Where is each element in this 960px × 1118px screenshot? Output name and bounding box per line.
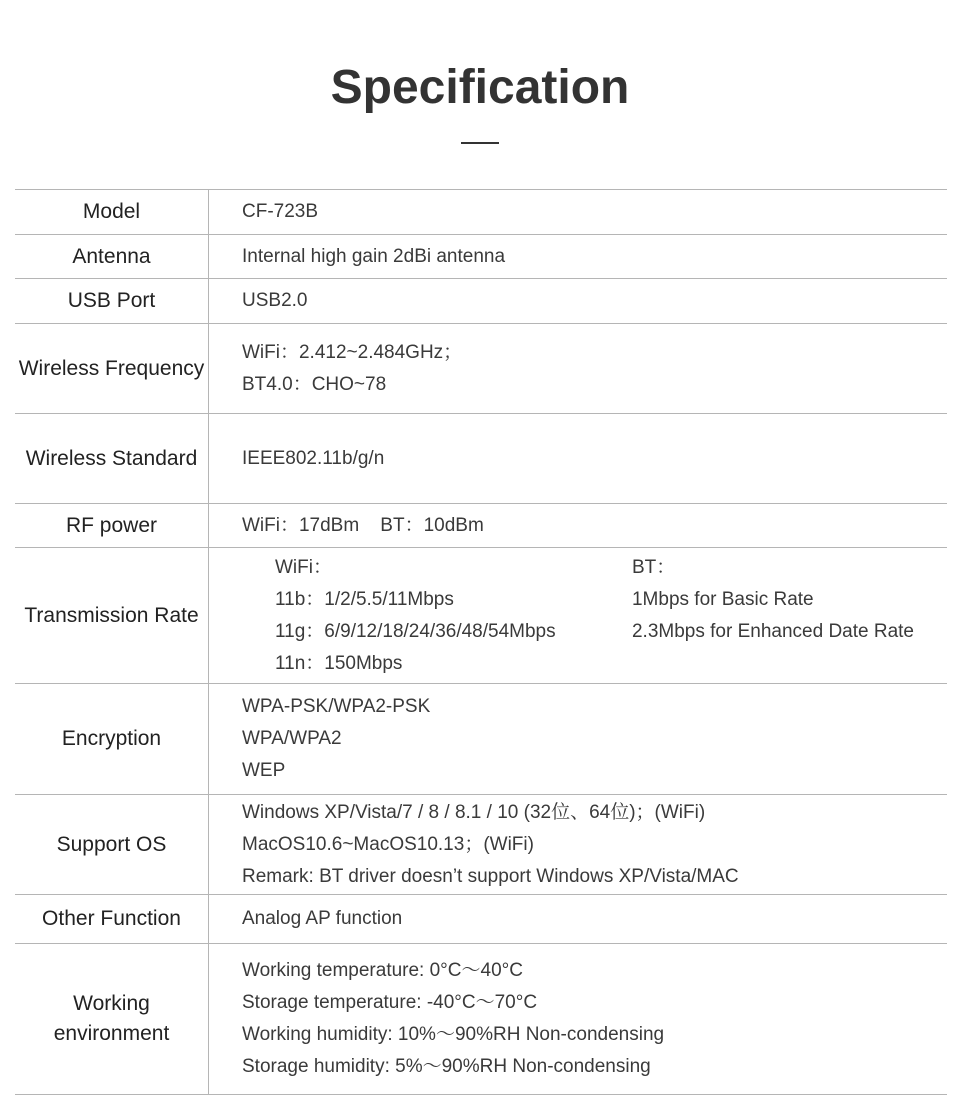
- spec-value-line: USB2.0: [242, 290, 308, 311]
- spec-row-support-os: [15, 795, 947, 895]
- spec-value: [209, 414, 947, 503]
- title-divider: [461, 142, 499, 144]
- spec-value: [209, 944, 947, 1094]
- wifi-rate-column: [275, 552, 632, 680]
- spec-value: [209, 235, 947, 278]
- spec-value: [209, 279, 947, 323]
- spec-value-line: 11b：1/2/5.5/11Mbps: [274, 588, 454, 610]
- spec-value-line: Storage temperature: -40°C～70°C: [242, 992, 538, 1013]
- spec-value-line: 2.3Mbps for Enhanced Date Rate: [631, 621, 914, 642]
- spec-row-wireless-standard: [15, 414, 947, 504]
- spec-value-line: MacOS10.6~MacOS10.13；(WiFi): [242, 833, 534, 855]
- spec-value-line: 11n：150Mbps: [274, 652, 403, 674]
- spec-label: Wireless Frequency: [15, 324, 209, 413]
- spec-value-line: 1Mbps for Basic Rate: [631, 589, 814, 610]
- spec-value-line: Working humidity: 10%～90%RH Non-condensing: [242, 1024, 665, 1045]
- spec-value-line: Internal high gain 2dBi antenna: [242, 245, 506, 267]
- spec-value: [209, 684, 947, 794]
- spec-label: USB Port: [15, 279, 209, 323]
- spec-label: Wireless Standard: [15, 414, 209, 503]
- spec-row-antenna: [15, 235, 947, 279]
- spec-label: Model: [15, 190, 209, 234]
- spec-value-line: WEP: [242, 760, 286, 781]
- spec-value-line: WiFi：2.412~2.484GHz；: [242, 341, 463, 363]
- spec-table: [15, 189, 947, 1095]
- spec-value-line: BT4.0：CHO~78: [242, 373, 387, 395]
- spec-label: Antenna: [15, 235, 209, 278]
- spec-value-line: CF-723B: [242, 201, 319, 222]
- spec-value-line: WPA-PSK/WPA2-PSK: [242, 696, 431, 717]
- spec-value-line: WiFi：: [274, 556, 332, 578]
- spec-label: Working environment: [15, 944, 209, 1094]
- spec-value-line: WiFi：17dBm BT：10dBm: [242, 514, 484, 536]
- spec-value: [209, 324, 947, 413]
- spec-label: Transmission Rate: [15, 548, 209, 683]
- spec-row-other-function: [15, 895, 947, 944]
- spec-value: [209, 795, 947, 894]
- spec-value-line: Working temperature: 0°C～40°C: [242, 960, 523, 981]
- spec-row-usb-port: [15, 279, 947, 324]
- spec-row-encryption: [15, 684, 947, 795]
- spec-value-line: Storage humidity: 5%～90%RH Non-condensing: [242, 1056, 651, 1077]
- spec-value: [209, 190, 947, 234]
- spec-value-line: IEEE802.11b/g/n: [242, 447, 385, 469]
- spec-value-line: Windows XP/Vista/7 / 8 / 8.1 / 10 (32位、64位)；(WiFi): [242, 801, 706, 823]
- spec-value-line: BT：: [631, 557, 676, 578]
- spec-value: [209, 895, 947, 943]
- page-title: Specification: [330, 61, 630, 114]
- spec-label: Encryption: [15, 684, 209, 794]
- spec-row-working-environment: [15, 944, 947, 1095]
- spec-row-rf-power: [15, 504, 947, 548]
- spec-row-wireless-frequency: [15, 324, 947, 414]
- spec-label: RF power: [15, 504, 209, 547]
- spec-label: Other Function: [15, 895, 209, 943]
- spec-row-transmission-rate: [15, 548, 947, 684]
- bt-rate-column: [632, 548, 914, 648]
- spec-row-model: [15, 190, 947, 235]
- spec-value: [209, 548, 947, 683]
- spec-value-line: 11g：6/9/12/18/24/36/48/54Mbps: [274, 620, 556, 642]
- spec-value-line: Remark: BT driver doesn’t support Windows XP/Vista/MAC: [242, 865, 739, 887]
- spec-label: Support OS: [15, 795, 209, 894]
- spec-value-line: Analog AP function: [242, 908, 403, 929]
- spec-value-line: WPA/WPA2: [242, 728, 342, 749]
- spec-value: [209, 504, 947, 547]
